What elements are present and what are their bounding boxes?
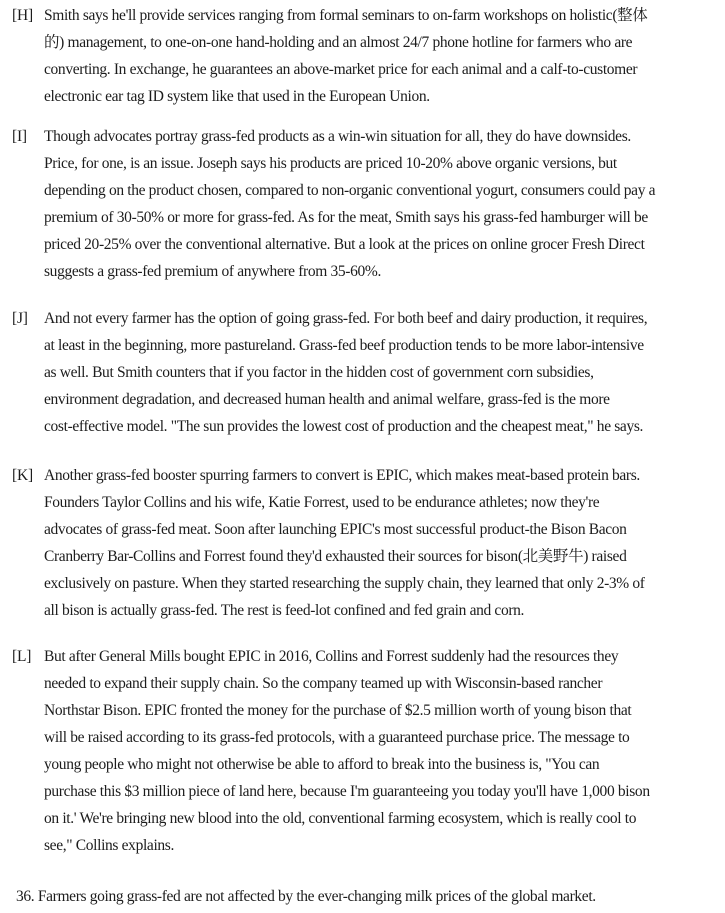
text-line: exclusively on pasture. When they started researching the supply chain, they learned that only 2-3% of (44, 575, 645, 592)
text-line: Smith says he'll provide services ranging from formal seminars to on-farm workshops on holistic(整体 (44, 7, 648, 24)
text-line: Cranberry Bar-Collins and Forrest found they'd exhausted their sources for bison(北美野牛) raised (44, 548, 627, 565)
text-line: Price, for one, is an issue. Joseph says his products are priced 10-20% above organic versions, but (44, 155, 617, 172)
text-line: converting. In exchange, he guarantees an above-market price for each animal and a calf-to-customer (44, 61, 638, 78)
text-line: depending on the product chosen, compared to non-organic conventional yogurt, consumers could pay a (44, 182, 656, 199)
paragraph-label: [K] (12, 467, 33, 484)
text-line: at least in the beginning, more pastureland. Grass-fed beef production tends to be more labor-intensive (44, 337, 644, 354)
text-line: young people who might not otherwise be able to afford to break into the business is, "You can (44, 756, 600, 773)
paragraph-label: [L] (12, 648, 32, 665)
text-line: Northstar Bison. EPIC fronted the money for the purchase of $2.5 million worth of young bison that (44, 702, 632, 719)
text-line: see," Collins explains. (44, 837, 175, 854)
text-line: priced 20-25% over the conventional alternative. But a look at the prices on online grocer Fresh Direct (44, 236, 645, 253)
question-36: 36. Farmers going grass-fed are not affected by the ever-changing milk prices of the global market. (16, 888, 596, 905)
paragraph-label: [I] (12, 128, 27, 145)
text-line: cost-effective model. "The sun provides the lowest cost of production and the cheapest meat," he says. (44, 418, 644, 435)
text-line: And not every farmer has the option of going grass-fed. For both beef and dairy production, it requires, (44, 310, 648, 327)
text-line: purchase this $3 million piece of land here, because I'm guaranteeing you today you'll have 1,000 bison (44, 783, 650, 800)
text-line: Founders Taylor Collins and his wife, Katie Forrest, used to be endurance athletes; now they're (44, 494, 600, 511)
text-line: Though advocates portray grass-fed products as a win-win situation for all, they do have downsides. (44, 128, 631, 145)
text-line: electronic ear tag ID system like that used in the European Union. (44, 88, 430, 105)
text-line: as well. But Smith counters that if you factor in the hidden cost of government corn subsidies, (44, 364, 594, 381)
text-line: will be raised according to its grass-fed protocols, with a guaranteed purchase price. The message to (44, 729, 630, 746)
text-line: needed to expand their supply chain. So the company teamed up with Wisconsin-based rancher (44, 675, 603, 692)
text-line: advocates of grass-fed meat. Soon after launching EPIC's most successful product-the Bison Bacon (44, 521, 627, 538)
text-line: But after General Mills bought EPIC in 2016, Collins and Forrest suddenly had the resources they (44, 648, 619, 665)
text-line: on it.' We're bringing new blood into the old, conventional farming ecosystem, which is really cool to (44, 810, 637, 827)
paragraph-label: [H] (12, 7, 33, 24)
text-line: 的) management, to one-on-one hand-holding and an almost 24/7 phone hotline for farmers who are (44, 34, 633, 51)
paragraph-label: [J] (12, 310, 28, 327)
text-line: suggests a grass-fed premium of anywhere from 35-60%. (44, 263, 381, 280)
text-line: premium of 30-50% or more for grass-fed. As for the meat, Smith says his grass-fed hamburger will be (44, 209, 648, 226)
text-line: Another grass-fed booster spurring farmers to convert is EPIC, which makes meat-based protein bars. (44, 467, 640, 484)
text-line: all bison is actually grass-fed. The rest is feed-lot confined and fed grain and corn. (44, 602, 525, 619)
text-line: environment degradation, and decreased human health and animal welfare, grass-fed is the more (44, 391, 610, 408)
